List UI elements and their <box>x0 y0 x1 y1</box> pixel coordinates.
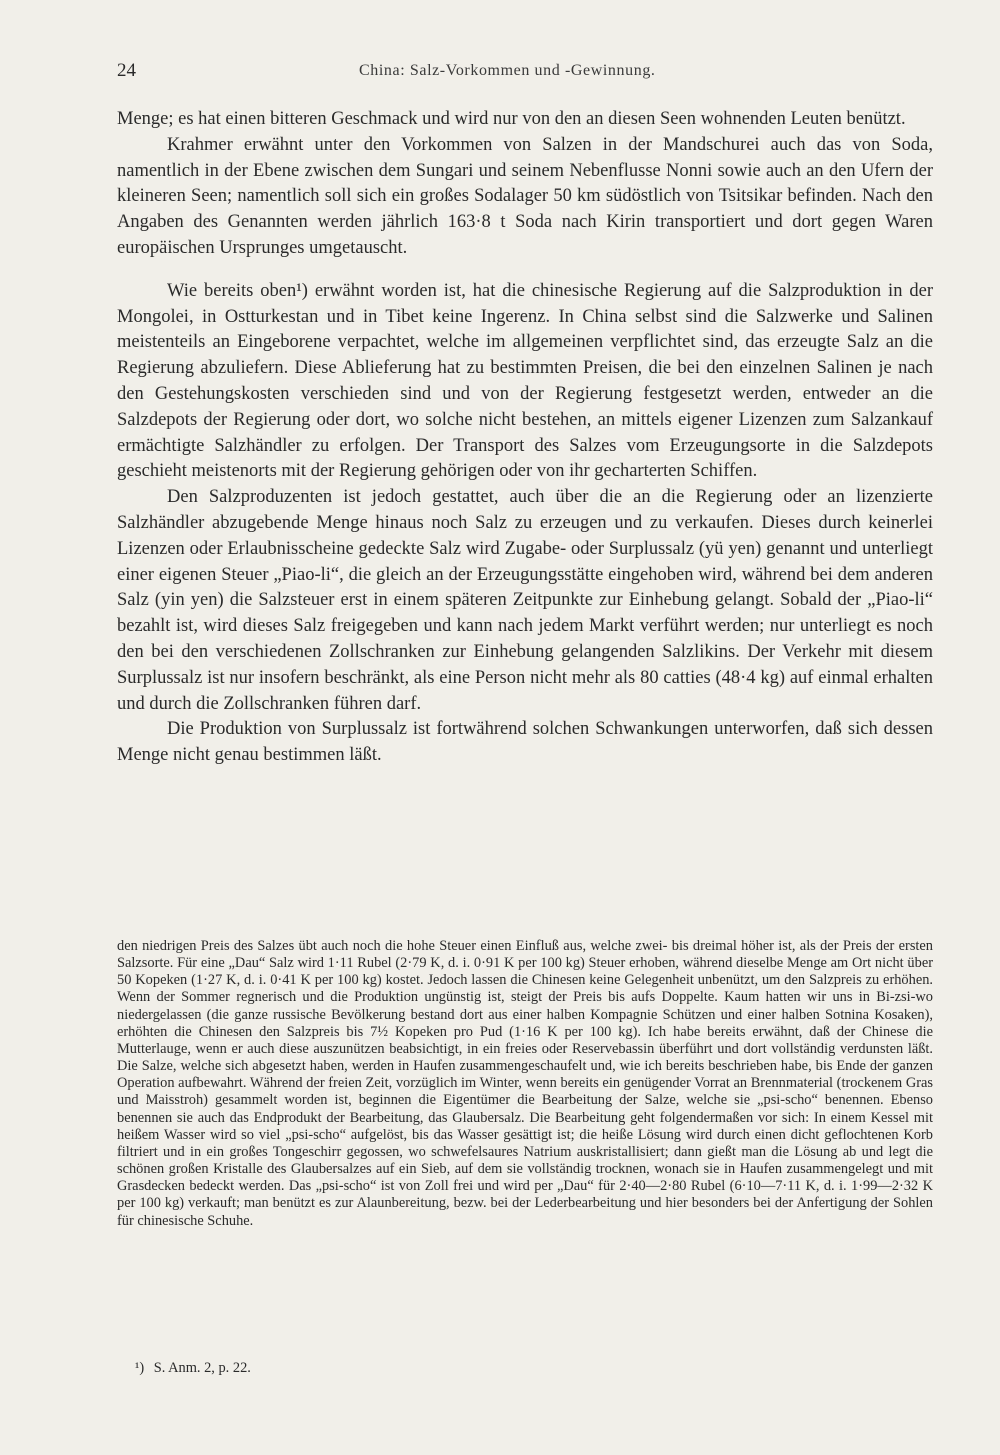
paragraph-5: Die Produktion von Surplussalz ist fortwährend solchen Schwankungen unterworfen, daß sich dessen Menge nicht genau bestimmen läßt. <box>117 719 933 766</box>
footnote-continued: den niedrigen Preis des Salzes übt auch noch die hohe Steuer einen Einfluß aus, welche zwei- bis dreimal höher ist, als der Preis der ersten Salzsorte. Für eine „Dau“ Salz wird 1·11 Rubel (2·79 K, d. i. 0·91 K per 100 kg) Steuer erhoben, während dieselbe Menge am Ort nicht über 50 Kopeken (1·27 K, d. i. 0·41 K per 100 kg) kostet. Jedoch lassen die Chinesen keine Gelegenheit unbenützt, um den Salzpreis zu erhöhen. Wenn der Sommer regnerisch und die Produktion ungünstig ist, steigt der Preis bis aufs Doppelte. Kaum hatten wir uns in Bi-zsi-wo niedergelassen (die ganze russische Bevölkerung bestand dort aus einer halben Kompagnie Schützen und einer halben Sotnina Kosaken), erhöhten die Chinesen den Salzpreis bis 7½ Kopeken pro Pud (1·16 K per 100 kg). Ich habe bereits erwähnt, daß der Chinese die Mutterlauge, wenn er auch diese auszunützen beabsichtigt, in ein freies oder Reservebassin überführt und dort vollständig verdunsten läßt. Die Salze, welche sich abgesetzt haben, werden in Haufen zusammengeschaufelt und, wie ich bereits beschrieben habe, bis Ende der ganzen Operation aufbewahrt. Während der freien Zeit, vorzüglich im Winter, wenn bereits ein genügender Vorrat an Brennmaterial (trockenem Gras und Maisstroh) gesammelt worden ist, beginnen die Eigentümer die Bearbeitung der Salze, welche sie „psi-scho“ benennen. Ebenso benennen sie auch das Endprodukt der Bearbeitung, das Glaubersalz. Die Bearbeitung geht folgendermaßen vor sich: In einem Kessel mit heißem Wasser wird so viel „psi-scho“ aufgelöst, bis das Wasser gesättigt ist; die heiße Lösung wird durch einen dicht geflochtenen Korb filtriert und in ein großes Tongeschirr gegossen, wo schwefelsaures Natrium auskristallisiert; dann gießt man die Lösung ab und legt die schönen großen Kristalle des Glaubersalzes auf ein Sieb, auf dem sie vollständig trocknen, wonach sie in Haufen zusammengelegt und mit Grasdecken bedeckt werden. Das „psi-scho“ ist von Zoll frei und wird per „Dau“ für 2·40—2·80 Rubel (6·10—7·11 K, d. i. 1·99—2·32 K per 100 kg) verkauft; man benützt es zur Alaunbereitung, bezw. bei der Lederbearbeitung und hier besonders bei der Anfertigung der Sohlen für chinesische Schuhe. <box>117 938 933 1229</box>
footnote-1 <box>117 1360 251 1377</box>
main-text <box>117 107 933 769</box>
running-title: China: Salz-Vorkommen und -Gewinnung. <box>359 62 656 79</box>
paragraph-1: Menge; es hat einen bitteren Geschmack und wird nur von den an diesen Seen wohnenden Leuten benützt. <box>117 109 906 129</box>
page-header <box>117 60 933 86</box>
paragraph-3: Wie bereits oben¹) erwähnt worden ist, hat die chinesische Regierung auf die Salzproduktion in der Mongolei, in Ostturkestan und in Tibet keine Ingerenz. In China selbst sind die Salzwerke und Salinen meistenteils an Eingeborene verpachtet, welche im allgemeinen verpflichtet sind, das erzeugte Salz an die Regierung abzuliefern. Diese Ablieferung hat zu bestimmten Preisen, die bei den einzelnen Salinen je nach den Gestehungskosten verschieden sind und von der Regierung festgesetzt werden, entweder an die Salzdepots der Regierung oder dort, wo solche nicht bestehen, an mittels eigener Lizenzen zum Salzankauf ermächtigte Salzhändler zu erfolgen. Der Transport des Salzes vom Erzeugungsorte in die Salzdepots geschieht meistenorts mit der Regierung gehörigen oder von ihr gecharterten Schiffen. <box>117 280 933 482</box>
paragraph-4: Den Salzproduzenten ist jedoch gestattet, auch über die an die Regierung oder an lizenzierte Salzhändler abzugebende Menge hinaus noch Salz zu erzeugen und zu verkaufen. Dieses durch keinerlei Lizenzen oder Erlaubnisscheine gedeckte Salz wird Zugabe- oder Surplussalz (yü yen) genannt und unterliegt einer eigenen Steuer „Piao-li“, die gleich an der Erzeugungsstätte eingehoben wird, während bei dem anderen Salz (yin yen) die Salzsteuer erst in einem späteren Zeitpunkte zur Einhebung gelangt. Sobald der „Piao-li“ bezahlt ist, wird dieses Salz freigegeben und kann nach jedem Markt verführt werden; nur unterliegt es noch den bei den verschiedenen Zollschranken zur Einhebung gelangenden Salzlikins. Der Verkehr mit diesem Surplussalz ist nur insofern beschränkt, als eine Person nicht mehr als 80 catties (48·4 kg) auf einmal erhalten und durch die Zollschranken führen darf. <box>117 487 933 714</box>
footnote-1-mark: ¹) <box>135 1360 145 1376</box>
page-number: 24 <box>117 60 136 81</box>
paragraph-2: Krahmer erwähnt unter den Vorkommen von Salzen in der Mandschurei auch das von Soda, namentlich in der Ebene zwischen dem Sungari und seinem Nebenflusse Nonni sowie auch an den Ufern der kleineren Seen; namentlich soll sich ein großes Sodalager 50 km südöstlich von Tsitsikar befinden. Nach den Angaben des Genannten werden jährlich 163·8 t Soda nach Kirin transportiert und dort gegen Waren europäischen Ursprunges umgetauscht. <box>117 134 933 258</box>
footnote-1-text: S. Anm. 2, p. 22. <box>153 1360 251 1376</box>
footnotes <box>117 938 933 1230</box>
